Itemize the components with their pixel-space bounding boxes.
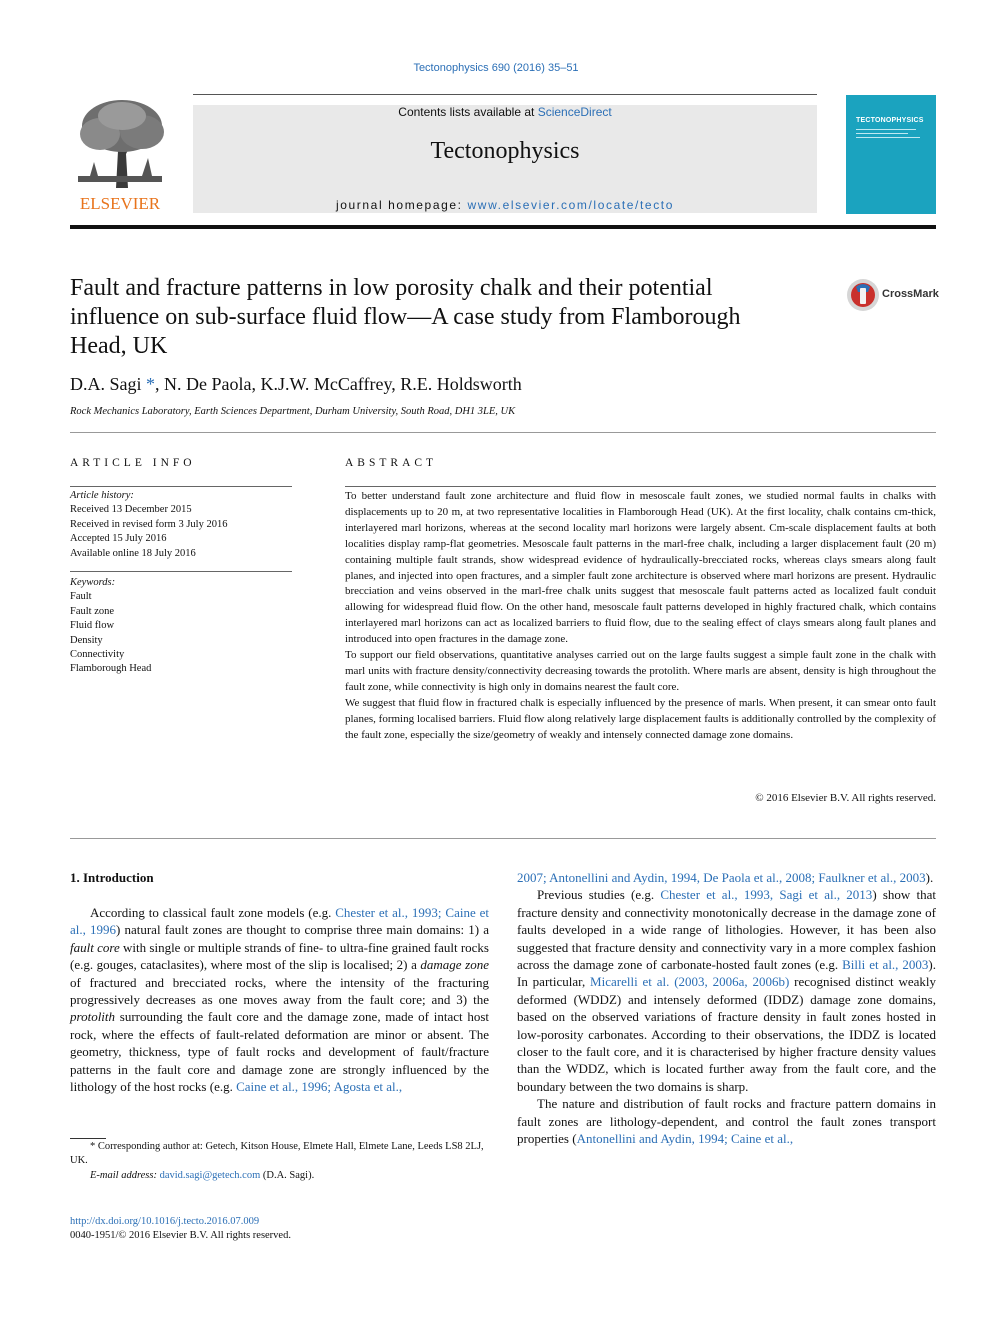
crossmark-icon bbox=[846, 278, 880, 312]
journal-name: Tectonophysics bbox=[430, 138, 580, 164]
crossmark-button[interactable] bbox=[846, 278, 946, 314]
abstract-heading: ABSTRACT bbox=[345, 457, 438, 469]
doi-link[interactable]: http://dx.doi.org/10.1016/j.tecto.2016.07.009 bbox=[70, 1216, 260, 1227]
keyword: Fluid flow bbox=[70, 620, 115, 632]
crossmark-label: CrossMark bbox=[882, 288, 939, 300]
article-title: Fault and fracture patterns in low porosity chalk and their potential influence on sub-surface fluid flow—A case study from Flamborough Head, UK bbox=[70, 275, 741, 359]
body-column-left: According to classical fault zone models (e.g. Chester et al., 1993; Caine et al., 1996) natural fault zones are thought to comprise three main domains: 1) a fault core with single or multiple strands of fine- to ultra-fine grained fault rocks (e.g. gouges, cataclasites), where most of the slip is localised; 2) a damage zone of fractured and brecciated rocks, where the intensity of the fracturing progressively decreases as one moves away from the fault core; and 3) the protolith surrounding the fault core and the damage zone, made of intact host rock, where the effects of fault-related deformation are minor or absent. The geometry, thickness, type of fault rocks and development of fault/fracture patterns in the fault core and damage zone are strongly influenced by the lithology of the host rocks (e.g. Caine et al., 1996; Agosta et al., bbox=[70, 905, 490, 1095]
citation-link[interactable]: Chester et al., 1993; Caine et al., 1996 bbox=[70, 905, 490, 938]
cover-line bbox=[856, 133, 908, 134]
journal-citation-link[interactable]: Tectonophysics 690 (2016) 35–51 bbox=[413, 62, 579, 74]
cover-line bbox=[856, 129, 916, 130]
article-info-rule bbox=[70, 486, 292, 487]
citation-link[interactable]: david.sagi@getech.com bbox=[159, 1169, 261, 1181]
section-heading-introduction: 1. Introduction bbox=[70, 870, 154, 885]
footnote-rule bbox=[70, 1138, 106, 1139]
affiliation-rule bbox=[70, 432, 936, 433]
sciencedirect-link[interactable]: ScienceDirect bbox=[537, 105, 612, 119]
keyword: Connectivity bbox=[70, 649, 125, 661]
abstract-body bbox=[345, 489, 936, 744]
header-top-rule bbox=[193, 94, 817, 95]
keywords-label: Keywords: bbox=[70, 577, 116, 588]
article-info-heading: ARTICLE INFO bbox=[70, 457, 196, 469]
homepage-prefix: journal homepage: bbox=[335, 198, 468, 212]
abstract-paragraph: We suggest that fluid flow in fractured chalk is especially influenced by the presence of marls. When present, it can smear onto fault planes, forming localised barriers. Fluid flow along relatively large displacement faults is additionally controlled by the complexity of the fault zone, especially the size/geometry of weakly and intensely connected damage zone domains. bbox=[345, 696, 936, 741]
author-list bbox=[70, 374, 522, 395]
citation-link[interactable]: Micarelli et al. (2003, 2006a, 2006b) bbox=[590, 974, 790, 990]
journal-cover-image[interactable] bbox=[846, 95, 936, 214]
citation-link[interactable]: 2007; Antonellini and Aydin, 1994, De Paola et al., 2008; Faulkner et al., 2003 bbox=[517, 870, 926, 885]
article-history bbox=[70, 489, 292, 561]
authors-rest: , N. De Paola, K.J.W. McCaffrey, R.E. Holdsworth bbox=[155, 374, 522, 394]
keyword: Fault bbox=[70, 591, 92, 603]
issn-line: 0040-1951/© 2016 Elsevier B.V. All rights reserved. bbox=[70, 1230, 291, 1242]
contents-line bbox=[193, 105, 817, 119]
homepage-line bbox=[193, 198, 817, 212]
corresponding-author-footnote: * Corresponding author at: Getech, Kitson House, Elmete Hall, Elmete Lane, Leeds LS8 2LJ, UK. E-mail address: david.sagi@getech.com (D.A. Sagi). bbox=[70, 1141, 484, 1181]
cover-line bbox=[856, 137, 920, 138]
keyword: Fault zone bbox=[70, 605, 115, 617]
citation-link[interactable]: Chester et al., 1993, Sagi et al., 2013 bbox=[660, 887, 873, 903]
corresponding-author-mark[interactable]: * bbox=[146, 374, 155, 394]
header-divider bbox=[70, 225, 936, 229]
keyword: Density bbox=[70, 634, 103, 646]
affiliation: Rock Mechanics Laboratory, Earth Sciences Department, Durham University, South Road, DH1 3LE, UK bbox=[70, 406, 516, 417]
abstract-paragraph: To support our field observations, quantitative analyses carried out on the large faults suggest a simple fault zone in the chalk with marl units with fracture density/connectivity decreasing towards the protolith. Where marls are absent, density is high throughout the fault zone, while connectivity is high only in domains nearest the fault core. bbox=[345, 649, 936, 693]
cover-title: TECTONOPHYSICS bbox=[856, 117, 924, 124]
citation-link[interactable]: Caine et al., 1996; Agosta et al., bbox=[236, 1079, 403, 1095]
history-online: Available online 18 July 2016 bbox=[70, 547, 196, 559]
history-accepted: Accepted 15 July 2016 bbox=[70, 533, 167, 545]
elsevier-logo bbox=[70, 96, 170, 214]
elsevier-wordmark: ELSEVIER bbox=[79, 194, 161, 213]
abstract-end-rule bbox=[70, 838, 936, 839]
keywords-rule bbox=[70, 571, 292, 572]
citation-link[interactable]: Billi et al., 2003 bbox=[842, 957, 929, 973]
citation-link[interactable]: Antonellini and Aydin, 1994; Caine et al., bbox=[576, 1131, 794, 1147]
keyword: Flamborough Head bbox=[70, 663, 152, 675]
homepage-link[interactable]: www.elsevier.com/locate/tecto bbox=[467, 198, 674, 212]
history-label: Article history: bbox=[70, 490, 134, 501]
abstract-paragraph: To better understand fault zone architecture and fluid flow in mesoscale fault zones, we studied normal faults in chalks with displacements up to 20 m, at two representative localities in Flamborough Head (UK). At the first locality, chalk contains cm-thick, interlayered marl horizons, whereas at the second locality marl horizons were largely absent. Cm-scale displacement faults at both localities display ramp-flat geometries. Mesoscale fault patterns in the marl-free chalk, including a larger displacement fault (20 m) containing multiple fault strands, show widespread evidence of hydraulically-brecciated rocks, whereas clays smears along fault planes, and injected into open fractures, and a simpler fault zone architecture is observed where marl horizons are present. Hydraulic brecciation and veins observed in the marl-free chalk units suggest that mesoscale fault patterns acted as localized fault conduit allowing for widespread fluid flow. On the other hand, mesoscale fault patterns developed in highly fractured chalk, which contains interlayered marl horizons can act as localized barriers to fluid flow, due to the sealing effect of clays smears along fault planes and introduced into open fractures in the damage zone. bbox=[345, 490, 936, 646]
keywords-list bbox=[70, 576, 292, 677]
abstract-copyright: © 2016 Elsevier B.V. All rights reserved. bbox=[755, 792, 936, 804]
body-column-right: 2007; Antonellini and Aydin, 1994, De Paola et al., 2008; Faulkner et al., 2003). Previous studies (e.g. Chester et al., 1993, Sagi et al., 2013) show that fracture density and connectivity monotonically decrease in the damage zone of faults developed in a wide range of lithologies. However, it has been also suggested that fracture density and connectivity vary in a more complex fashion across the damage zone of carbonate-hosted fault zones (e.g. Billi et al., 2003). In particular, Micarelli et al. (2003, 2006a, 2006b) recognised distinct weakly deformed (WDDZ) and intensely deformed (IDDZ) damage zone domains, based on the observed variations of fracture density in fault zones hosted in low-porosity carbonates. According to their observations, the IDDZ is located closer to the fault core, and it is characterised by higher fracture density values than the WDDZ, which is located further away from the fault core, and the boundary between the two domains is sharp. The nature and distribution of fault rocks and fracture pattern domains in fault zones are lithology-dependent, and control the fault zones transport properties (Antonellini and Aydin, 1994; Caine et al., bbox=[517, 870, 936, 1147]
abstract-rule bbox=[345, 486, 936, 487]
history-received: Received 13 December 2015 bbox=[70, 504, 192, 516]
contents-prefix: Contents lists available at bbox=[398, 105, 538, 119]
author-first: D.A. Sagi bbox=[70, 374, 142, 394]
history-revised: Received in revised form 3 July 2016 bbox=[70, 518, 228, 530]
doi-block bbox=[70, 1215, 291, 1244]
